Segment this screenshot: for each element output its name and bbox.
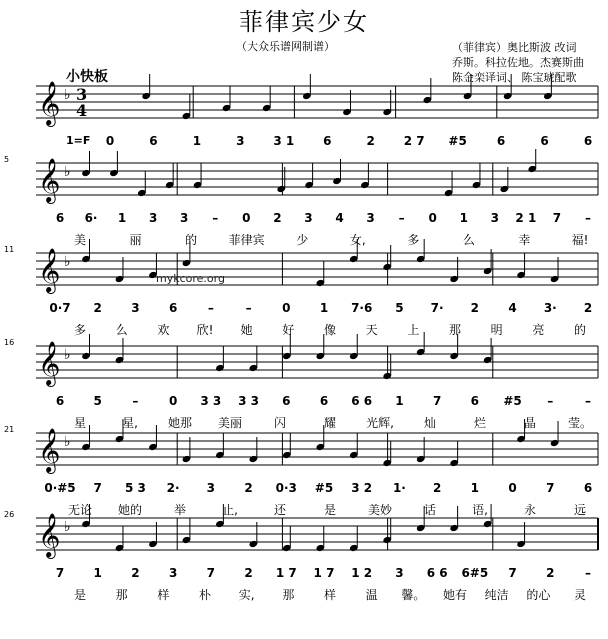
jianpu-note: 0 <box>428 211 437 225</box>
jianpu-note: 6 6 <box>351 394 373 408</box>
jianpu-note: 0 <box>105 134 115 148</box>
jianpu-note: – <box>398 211 405 225</box>
lyric-word: 么 <box>462 233 475 247</box>
jianpu-note: 5 <box>93 394 102 408</box>
measure-number: 21 <box>4 425 15 434</box>
lyric-word: 朴 <box>198 588 212 602</box>
jianpu-note: – <box>547 394 554 408</box>
jianpu-note: 6 <box>55 211 65 225</box>
jianpu-note: 6 <box>55 394 65 408</box>
jianpu-note: 0·3 <box>275 481 297 495</box>
treble-clef-icon: 𝄞 <box>38 341 61 385</box>
key-flat-icon: ♭ <box>64 254 71 270</box>
jianpu-note: 0 <box>168 394 178 408</box>
jianpu-note: 6 <box>540 134 549 148</box>
treble-clef-icon: 𝄞 <box>38 248 61 292</box>
jianpu-note: 3 <box>236 134 245 148</box>
key-signature-label: 1=F <box>66 134 91 147</box>
lyric-word: 远 <box>573 503 587 517</box>
lyric-word: 欣! <box>196 323 214 337</box>
lyric-word: 灵 <box>573 588 587 602</box>
jianpu-note: #5 <box>314 481 334 495</box>
jianpu-note: – <box>132 394 139 408</box>
jianpu-note: 1 <box>93 566 102 580</box>
jianpu-row <box>0 394 608 416</box>
lyric-word: 她那 <box>167 416 193 430</box>
lyric-word: 样 <box>157 588 170 602</box>
lyric-word: 明 <box>490 323 503 337</box>
jianpu-note: 2· <box>166 481 180 495</box>
jianpu-note: – <box>245 301 252 315</box>
jianpu-note: 7 <box>206 566 216 580</box>
measure-number: 11 <box>4 245 15 254</box>
key-flat-icon: ♭ <box>64 434 71 450</box>
jianpu-row <box>0 481 608 503</box>
jianpu-note: #5 <box>448 134 467 148</box>
lyric-word: 还 <box>273 503 287 517</box>
staff <box>0 332 608 392</box>
jianpu-note: 1 <box>192 134 202 148</box>
jianpu-note: 7 <box>432 394 442 408</box>
lyric-word: 止, <box>222 503 238 517</box>
lyric-word: 闪 <box>273 416 287 430</box>
jianpu-note: 3 3 <box>238 394 260 408</box>
jianpu-note: 5 3 <box>124 481 146 495</box>
score-system <box>0 149 608 247</box>
jianpu-row <box>0 211 608 233</box>
jianpu-note: 1 <box>459 211 468 225</box>
lyric-word: 烂 <box>473 416 487 430</box>
lyric-word: 天 <box>365 323 378 337</box>
jianpu-note: 1· <box>392 481 406 495</box>
jianpu-note: – <box>207 301 214 315</box>
jianpu-note: 3 1 <box>273 134 295 148</box>
staff <box>0 149 608 209</box>
jianpu-note: 3· <box>543 301 557 315</box>
lyric-word: 幸 <box>518 233 531 247</box>
lyric-word: 女, <box>349 233 366 247</box>
lyric-word: 举 <box>173 503 187 517</box>
lyric-word: 欢 <box>157 323 170 337</box>
jianpu-note: 3 2 <box>351 481 373 495</box>
lyric-word: 的 <box>573 323 587 337</box>
jianpu-note: 1 <box>470 481 480 495</box>
jianpu-note: 3 <box>304 211 313 225</box>
jianpu-note: 0 <box>508 481 517 495</box>
tempo-marking: 小快板 <box>66 69 108 85</box>
jianpu-note: 3 <box>206 481 216 495</box>
jianpu-note: 2 <box>546 566 555 580</box>
treble-clef-icon: 𝄞 <box>38 513 61 557</box>
jianpu-note: 2 <box>273 211 282 225</box>
jianpu-note: 1 7 <box>313 566 335 580</box>
jianpu-note: 2 7 <box>403 134 425 148</box>
lyric-word: 星 <box>73 416 87 430</box>
time-sig-top: 3 <box>76 85 88 104</box>
lyric-word: 她 <box>240 323 253 337</box>
time-sig-bottom: 4 <box>76 101 88 120</box>
lyric-word: 样 <box>323 588 337 602</box>
jianpu-note: 4 <box>508 301 517 315</box>
jianpu-note: 6 <box>583 134 593 148</box>
jianpu-note: 2 <box>244 566 253 580</box>
jianpu-note: 6 <box>583 481 593 495</box>
lyric-word: 那 <box>115 588 128 602</box>
jianpu-note: 7 <box>552 211 562 225</box>
jianpu-note: 6 <box>496 134 506 148</box>
lyric-word: 是 <box>73 588 87 602</box>
jianpu-note: 3 3 <box>200 394 222 408</box>
lyric-word: 多 <box>73 323 87 337</box>
lyric-word: 她的 <box>117 503 143 517</box>
lyric-word: 菲律宾 <box>228 233 265 247</box>
treble-clef-icon: 𝄞 <box>38 81 61 125</box>
lyric-word: 那 <box>282 588 295 602</box>
jianpu-note: 6#5 <box>461 566 489 580</box>
jianpu-note: 1 7 <box>275 566 297 580</box>
jianpu-note: 2 <box>131 566 140 580</box>
jianpu-note: – <box>585 566 591 580</box>
lyric-word: 永 <box>523 503 537 517</box>
key-flat-icon: ♭ <box>64 164 71 180</box>
jianpu-note: 2 <box>366 134 375 148</box>
jianpu-note: 6 <box>319 394 329 408</box>
jianpu-note: 4 <box>335 211 344 225</box>
jianpu-note: 3 <box>490 211 499 225</box>
jianpu-note: 2 <box>244 481 253 495</box>
credit-translator: 陈金栾译词、 陈宝琥配歌 <box>452 71 577 84</box>
lyric-word: 她有 <box>442 588 468 602</box>
measure-number: 16 <box>4 338 15 347</box>
jianpu-note: 2 1 <box>515 211 537 225</box>
lyric-word: 灿 <box>423 416 437 430</box>
jianpu-note: #5 <box>503 394 522 408</box>
jianpu-note: 2 <box>432 481 442 495</box>
song-title: 菲律宾少女 <box>239 8 369 36</box>
credit-composer: 乔斯。科拉佐地。杰赛斯曲 <box>452 56 584 69</box>
jianpu-note: 1 <box>319 301 329 315</box>
measure-number: 26 <box>4 510 15 519</box>
lyric-word: 光辉, <box>366 416 394 430</box>
jianpu-note: 0·7 <box>49 301 71 315</box>
lyric-word: 语, <box>472 503 488 517</box>
lyric-word: 的 <box>185 233 198 247</box>
lyric-word: 美妙 <box>367 503 393 517</box>
score-system <box>0 239 608 337</box>
jianpu-note: – <box>585 394 591 408</box>
lyric-word: 馨。 <box>401 588 426 602</box>
lyric-word: 丽 <box>129 233 142 247</box>
jianpu-note: 3 <box>168 566 178 580</box>
jianpu-note: 6 <box>282 394 291 408</box>
key-flat-icon: ♭ <box>64 347 71 363</box>
watermark: mykcore.org <box>156 272 225 285</box>
jianpu-note: 3 <box>131 301 140 315</box>
lyric-word: 美丽 <box>217 416 243 430</box>
jianpu-note: 7 <box>93 481 102 495</box>
lyric-word: 纯洁 <box>484 588 509 602</box>
lyric-word: 多 <box>407 233 420 247</box>
jianpu-note: 7·6 <box>351 301 373 315</box>
jianpu-note: 5 <box>395 301 404 315</box>
lyric-word: 的心 <box>526 588 551 602</box>
jianpu-note: 2 <box>93 301 102 315</box>
jianpu-note: 3 <box>395 566 404 580</box>
lyric-word: 莹。 <box>567 416 593 430</box>
lyric-word: 好 <box>282 323 295 337</box>
jianpu-note: 2 <box>470 301 480 315</box>
jianpu-note: 1 <box>117 211 127 225</box>
jianpu-note: 6 <box>149 134 158 148</box>
key-flat-icon: ♭ <box>64 519 71 535</box>
jianpu-note: 3 <box>366 211 375 225</box>
lyric-word: 美 <box>73 233 87 247</box>
jianpu-row <box>0 566 608 588</box>
credit-lyricist: （菲律宾）奥比斯波 改词 <box>452 41 577 54</box>
lyrics-row <box>0 586 608 604</box>
staff <box>0 239 608 299</box>
treble-clef-icon: 𝄞 <box>38 428 61 472</box>
lyric-word: 上 <box>407 323 420 337</box>
jianpu-note: 6 <box>470 394 480 408</box>
measure-number: 5 <box>4 155 10 164</box>
jianpu-note: 2 <box>583 301 593 315</box>
lyric-word: 像 <box>323 323 337 337</box>
jianpu-note: 7 <box>55 566 65 580</box>
lyric-word: 话 <box>423 503 437 517</box>
staff <box>0 419 608 479</box>
jianpu-note: 7 <box>546 481 555 495</box>
jianpu-note: 7· <box>430 301 444 315</box>
jianpu-row <box>0 301 608 323</box>
jianpu-note: 7 <box>508 566 517 580</box>
staff <box>0 504 608 564</box>
score-source: （大众乐谱网制谱） <box>236 40 335 53</box>
lyric-word: 福! <box>571 233 589 247</box>
lyric-word: 那 <box>448 323 462 337</box>
lyric-word: 无论 <box>67 503 93 517</box>
lyric-word: 耀 <box>323 416 337 430</box>
lyric-word: 实, <box>238 588 255 602</box>
key-flat-icon: ♭ <box>64 87 71 103</box>
lyric-word: 温 <box>365 588 378 602</box>
jianpu-note: 0·#5 <box>44 481 76 495</box>
lyric-word: 亮 <box>532 323 545 337</box>
jianpu-note: 6 <box>168 301 178 315</box>
score-system <box>0 504 608 602</box>
jianpu-note: 0 <box>282 301 291 315</box>
lyric-word: 少 <box>296 233 309 247</box>
lyric-word: 晶 <box>523 416 537 430</box>
jianpu-note: 3 <box>148 211 158 225</box>
jianpu-note: – <box>212 211 219 225</box>
score-system <box>0 72 608 152</box>
jianpu-note: 0 <box>242 211 251 225</box>
jianpu-note: 1 <box>395 394 404 408</box>
lyric-word: 星, <box>122 416 138 430</box>
jianpu-note: 1 2 <box>351 566 373 580</box>
jianpu-note: 6· <box>84 211 98 225</box>
jianpu-note: – <box>585 211 591 225</box>
jianpu-note: 3 <box>180 211 189 225</box>
lyric-word: 么 <box>115 323 128 337</box>
staff <box>0 72 608 132</box>
jianpu-note: 6 <box>323 134 332 148</box>
lyric-word: 是 <box>323 503 337 517</box>
treble-clef-icon: 𝄞 <box>38 158 61 202</box>
jianpu-note: 6 6 <box>426 566 448 580</box>
